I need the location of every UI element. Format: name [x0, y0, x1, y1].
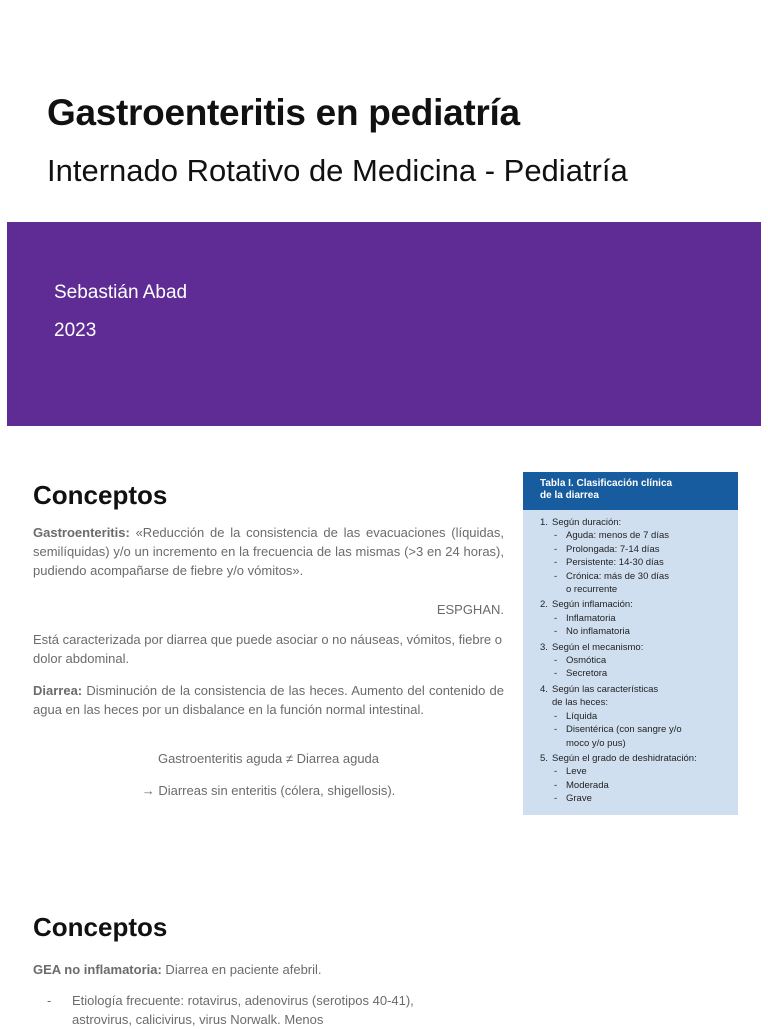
subitem-text: Líquida — [566, 710, 598, 722]
inequality-statement: Gastroenteritis aguda ≠ Diarrea aguda — [157, 751, 380, 766]
list-item — [47, 991, 432, 1029]
title-slide — [0, 0, 768, 440]
subitem-dash: - — [554, 793, 558, 805]
subitem-dash: - — [554, 710, 558, 722]
subitem-text: Aguda: menos de 7 días — [566, 530, 669, 542]
subitem-text: Moderada — [566, 779, 609, 791]
subitem-dash: - — [554, 612, 558, 624]
author-band — [7, 222, 761, 426]
subitem-text: Osmótica — [566, 655, 607, 667]
group-number: 2. — [540, 599, 548, 611]
author-name: Sebastián Abad — [54, 282, 188, 303]
subitem-dash: - — [554, 570, 558, 582]
group-label: Según el mecanismo: — [552, 641, 644, 653]
subitem-text: Disentérica (con sangre y/o — [566, 724, 682, 736]
subitem-text: Secretora — [566, 668, 608, 680]
gea-label: GEA no inflamatoria: — [33, 962, 162, 977]
table-subitem — [552, 543, 738, 556]
section-heading: Conceptos — [33, 912, 168, 942]
table-header-line: de la diarrea — [540, 490, 599, 501]
group-number: 3. — [540, 641, 548, 653]
diarrea-text: Disminución de la consistencia de las heces. Aumento del contenido de agua en las heces por un disbalance en la función normal intestinal. — [33, 683, 504, 717]
year: 2023 — [54, 320, 97, 341]
table-group — [540, 516, 738, 596]
table-subitem — [552, 779, 738, 792]
bullet-text: Etiología frecuente: rotavirus, adenovirus (serotipos 40-41), astrovirus, calicivirus, virus Norwalk. Menos — [72, 993, 414, 1027]
subitem-dash: - — [554, 779, 558, 791]
gea-text: Diarrea en paciente afebril. — [161, 962, 322, 977]
diarrea-definition — [33, 681, 504, 719]
classification-table — [523, 472, 738, 815]
characterization-paragraph: Está caracterizada por diarrea que puede asociar o no náuseas, vómitos, fiebre o dolor abdominal. — [33, 632, 502, 666]
subitem-dash: - — [554, 530, 558, 542]
table-subitem — [552, 570, 738, 583]
group-label: Según las características — [552, 683, 659, 695]
table-subitem — [552, 765, 738, 778]
gastroenteritis-definition — [33, 523, 504, 580]
table-subitem — [552, 625, 738, 638]
subitem-dash: - — [554, 724, 558, 736]
table-subitem — [552, 529, 738, 542]
subitem-dash: - — [554, 655, 558, 667]
table-group — [540, 641, 738, 681]
group-label-continued: de las heces: — [552, 697, 608, 709]
source-citation: ESPGHAN. — [436, 602, 504, 617]
table-header — [523, 472, 738, 510]
subitem-dash: - — [554, 626, 558, 638]
group-number: 5. — [540, 752, 548, 764]
subitem-text: Grave — [566, 793, 592, 805]
group-number: 1. — [540, 517, 548, 528]
subitem-text: No inflamatoria — [566, 626, 630, 638]
subitem-text: Persistente: 14-30 días — [566, 557, 664, 569]
table-subitem — [552, 556, 738, 569]
subitem-dash: - — [554, 668, 558, 680]
gea-definition — [33, 962, 322, 977]
section-heading: Conceptos — [33, 480, 168, 510]
page-title: Gastroenteritis en pediatría — [47, 92, 520, 133]
table-group — [540, 683, 738, 750]
gastroenteritis-text: «Reducción de la consistencia de las evacuaciones (líquidas, semilíquidas) y/o un incremento en la frecuencia de las mismas (>3 en 24 horas), pudiendo acompañarse de fiebre y/o vómitos». — [33, 525, 504, 578]
subitem-text: Leve — [566, 766, 587, 778]
slide-conceptos-2 — [0, 880, 768, 1027]
table-subitem — [552, 710, 738, 723]
page-subtitle: Internado Rotativo de Medicina - Pediatría — [47, 153, 628, 188]
subitem-text: Prolongada: 7-14 días — [566, 543, 660, 555]
table-subitem — [552, 612, 738, 625]
subitem-text: Inflamatoria — [566, 612, 616, 624]
group-label: Según inflamación: — [552, 599, 633, 611]
table-header-line: Tabla I. Clasificación clínica — [540, 478, 673, 489]
table-group — [540, 752, 738, 806]
gastroenteritis-label: Gastroenteritis: — [33, 525, 130, 540]
group-label: Según duración: — [552, 517, 622, 528]
subitem-dash: - — [554, 766, 558, 778]
subitem-dash: - — [554, 543, 558, 555]
slide-conceptos-1 — [0, 450, 768, 850]
diarrea-label: Diarrea: — [33, 683, 83, 698]
table-subitem — [552, 667, 738, 680]
table-subitem — [552, 654, 738, 667]
table-subitem — [552, 723, 738, 736]
table-body — [523, 510, 738, 806]
table-subitem — [552, 792, 738, 805]
group-number: 4. — [540, 683, 548, 695]
table-group — [540, 598, 738, 638]
bullet-dash: - — [47, 993, 52, 1008]
subitem-text-continued: o recurrente — [566, 584, 618, 596]
subitem-text: Crónica: más de 30 días — [566, 570, 669, 582]
subitem-text-continued: moco y/o pus) — [566, 737, 626, 749]
group-label: Según el grado de deshidratación: — [552, 752, 697, 764]
arrow-note: → Diarreas sin enteritis (cólera, shigellosis). — [141, 783, 396, 798]
subitem-dash: - — [554, 557, 558, 569]
